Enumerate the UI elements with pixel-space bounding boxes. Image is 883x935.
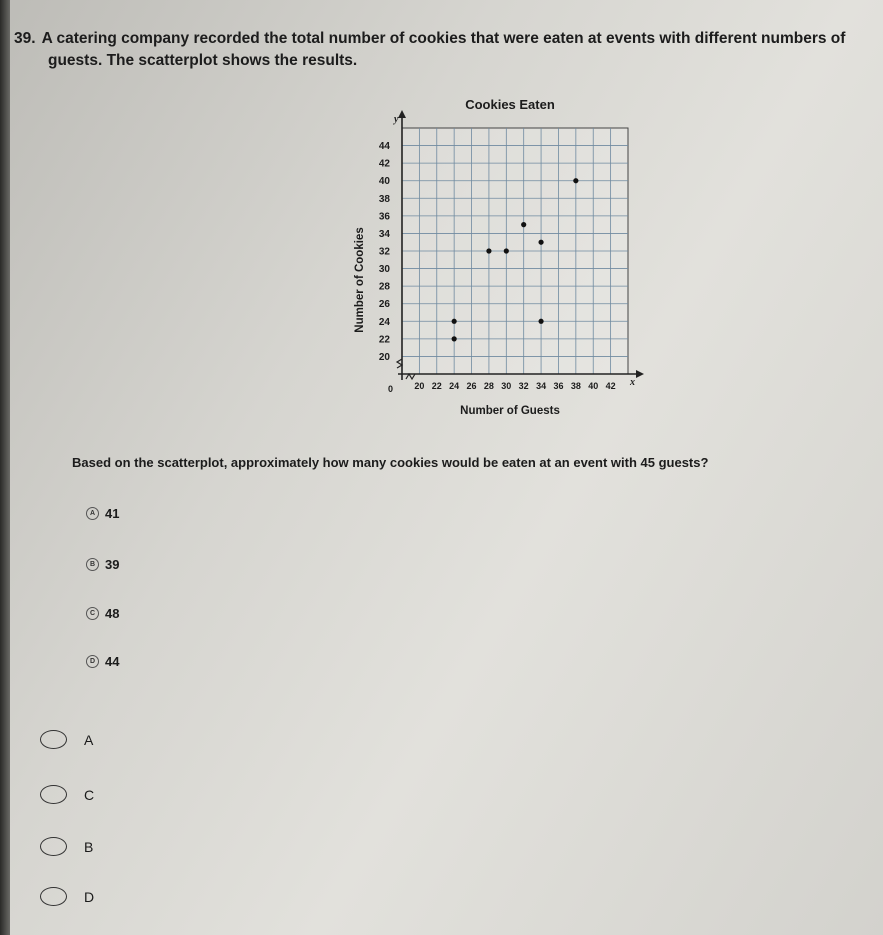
- y-tick-label: 24: [378, 316, 390, 328]
- radio-button-icon[interactable]: [40, 785, 67, 804]
- y-tick-label: 32: [378, 246, 390, 258]
- radio-button-icon[interactable]: [40, 730, 67, 749]
- choice-c-letter-icon: C: [86, 607, 99, 620]
- left-edge-shadow: [0, 0, 10, 935]
- data-point: [486, 248, 491, 253]
- y-tick-label: 42: [378, 158, 390, 170]
- data-point: [521, 222, 526, 227]
- y-tick-label: 28: [378, 281, 390, 293]
- x-tick-labels: [414, 381, 615, 391]
- radio-label-d[interactable]: D: [84, 888, 95, 905]
- x-tick-label: 30: [501, 381, 512, 391]
- x-tick-label: 36: [553, 381, 564, 391]
- choice-a-value: 41: [105, 506, 120, 521]
- radio-option-d[interactable]: [40, 887, 94, 906]
- origin-label: 0: [388, 384, 394, 394]
- choice-d: [86, 654, 119, 669]
- question-text: [14, 28, 882, 72]
- data-point: [573, 178, 578, 183]
- chart-grid: [402, 128, 628, 374]
- question-line-2: guests. The scatterplot shows the results.: [48, 52, 358, 69]
- x-tick-label: 28: [483, 381, 494, 391]
- x-tick-label: 38: [570, 381, 581, 391]
- x-tick-label: 32: [518, 381, 529, 391]
- y-tick-label: 44: [378, 141, 390, 153]
- choice-a-letter-icon: A: [86, 507, 99, 520]
- chart-title: Cookies Eaten: [465, 97, 555, 112]
- data-point: [538, 319, 543, 324]
- question-prompt: Based on the scatterplot, approximately how many cookies would be eaten at an event with 45 guests?: [72, 455, 709, 470]
- scatterplot-chart: [330, 90, 650, 430]
- x-tick-label: 24: [449, 381, 460, 391]
- radio-label-a[interactable]: A: [84, 731, 94, 748]
- y-tick-label: 40: [378, 176, 390, 188]
- y-tick-label: 20: [378, 351, 390, 363]
- x-tick-label: 40: [588, 381, 599, 391]
- radio-button-icon[interactable]: [40, 837, 67, 856]
- y-tick-label: 30: [378, 264, 390, 276]
- data-point: [452, 319, 457, 324]
- question-number: 39.: [14, 30, 36, 47]
- choice-c: [86, 606, 119, 621]
- y-tick-label: 36: [378, 211, 390, 223]
- x-tick-label: 26: [466, 381, 477, 391]
- y-tick-labels: [379, 141, 391, 363]
- data-point: [504, 248, 509, 253]
- y-axis-arrow-icon: [398, 110, 406, 118]
- y-tick-label: 34: [378, 228, 390, 240]
- choice-d-value: 44: [105, 654, 120, 669]
- data-point: [452, 336, 457, 341]
- y-axis-letter: y: [394, 114, 399, 125]
- choice-a: [86, 506, 119, 521]
- choice-b-value: 39: [105, 557, 120, 572]
- choice-d-letter-icon: D: [86, 655, 99, 668]
- y-axis-title: Number of Cookies: [354, 227, 366, 333]
- x-axis-letter: x: [630, 377, 635, 388]
- radio-option-c[interactable]: [40, 785, 94, 804]
- x-axis-arrow-icon: [636, 370, 644, 378]
- x-tick-label: 22: [431, 381, 442, 391]
- x-tick-label: 34: [536, 381, 547, 391]
- data-point: [538, 240, 543, 245]
- choice-b-letter-icon: B: [86, 558, 99, 571]
- y-tick-label: 38: [378, 193, 390, 205]
- question-line-1: A catering company recorded the total number of cookies that were eaten at events with different numbers of: [41, 30, 846, 47]
- radio-button-icon[interactable]: [40, 887, 67, 906]
- radio-label-c[interactable]: C: [84, 786, 95, 803]
- choice-b: [86, 557, 119, 572]
- y-tick-label: 26: [378, 299, 390, 311]
- radio-label-b[interactable]: B: [84, 838, 94, 855]
- y-tick-label: 22: [378, 334, 390, 346]
- choice-c-value: 48: [105, 606, 120, 621]
- radio-option-a[interactable]: [40, 730, 93, 749]
- radio-option-b[interactable]: [40, 837, 93, 856]
- x-axis-title: Number of Guests: [460, 405, 560, 417]
- x-tick-label: 20: [414, 381, 425, 391]
- x-tick-label: 42: [605, 381, 616, 391]
